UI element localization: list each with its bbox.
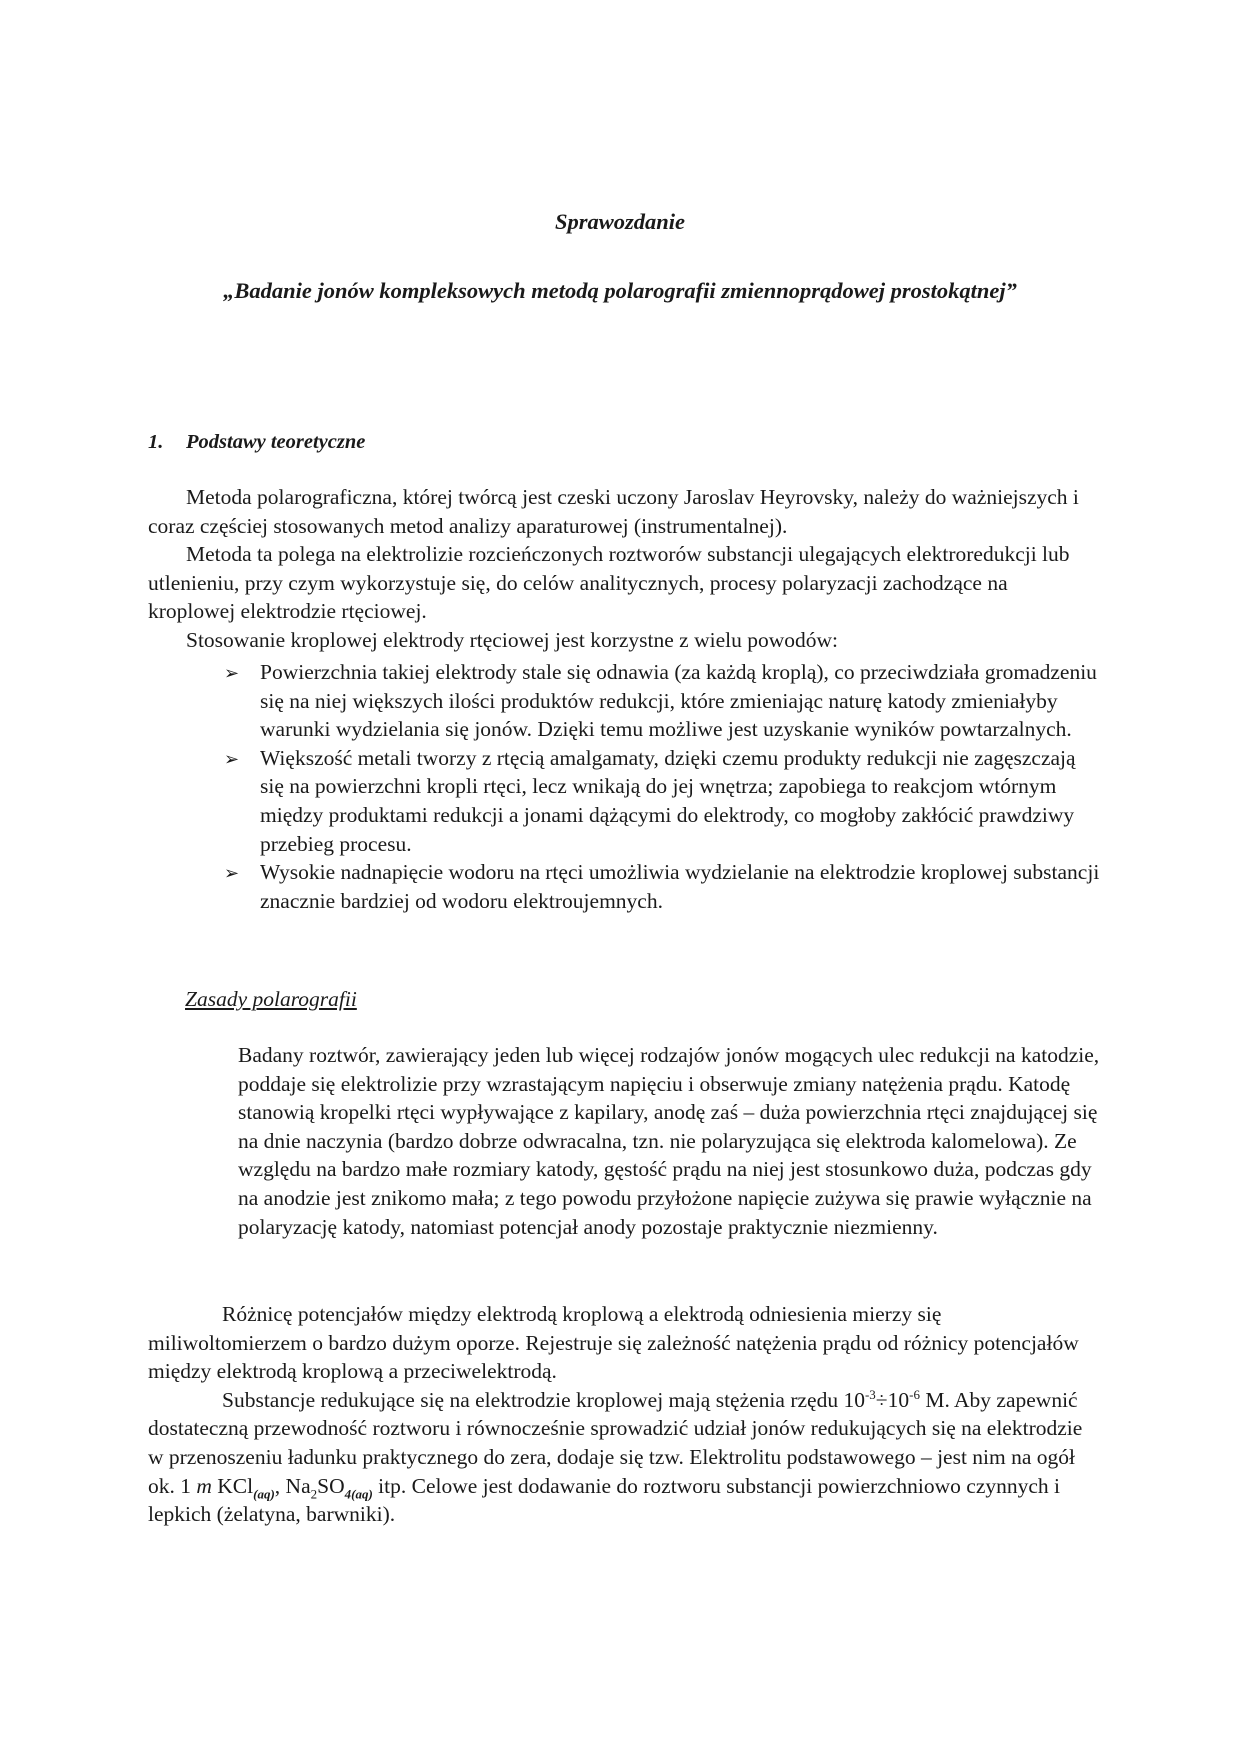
subscript: (aq): [253, 1485, 275, 1501]
advantages-list: [224, 658, 1104, 915]
section-title: Podstawy teoretyczne: [186, 431, 366, 453]
principles-continued: [148, 1300, 1098, 1529]
paragraph: Różnicę potencjałów między elektrodą kroplową a elektrodą odniesienia mierzy się miliwoltomierzem o bardzo dużym oporze. Rejestruje się zależność natężenia prądu od różnicy potencjałów między elektrodą kroplową a przeciwelektrodą.: [148, 1302, 1079, 1384]
section-number: 1.: [148, 431, 164, 453]
list-item-text: Wysokie nadnapięcie wodoru na rtęci umożliwia wydzielanie na elektrodzie kroplowej substancji znacznie bardziej od wodoru elektroujemnych.: [260, 860, 1100, 913]
molality-unit: m: [196, 1473, 212, 1498]
list-item: [224, 658, 1104, 744]
subscript: 4(aq): [344, 1485, 373, 1501]
paragraph-with-formulas: Substancje redukujące się na elektrodzie kroplowej mają stężenia rzędu $10^{-3}\div 10^{-6}$ M. Aby zapewnić dostateczną przewodność roztworu i równocześnie sprowadzić udział jonów redukujących się na elektrodzie w przenoszeniu ładunku praktycznego do zera, dodaje się tzw. Elektrolitu podstawowego – jest nim na ogół ok. 1 m KCl$_{(aq)}$, $Na_2SO_{4(aq)}$ itp. Celowe jest dodawanie do roztworu substancji powierzchniowo czynnych i lepkich (żelatyna, barwniki).: [148, 1386, 1083, 1527]
principles-paragraph: Badany roztwór, zawierający jeden lub więcej rodzajów jonów mogących ulec redukcji na katodzie, poddaje się elektrolizie przy wzrastającym napięciu i obserwuje zmiany natężenia prądu. Katodę stanowią kropelki rtęci wypływające z kapilary, anodę zaś – duża powierzchnia rtęci znajdującej się na dnie naczynia (bardzo dobrze odwracalna, tzn. nie polaryzująca się elektroda kalomelowa). Ze względu na bardzo małe rozmiary katody, gęstość prądu na niej jest stosunkowo duża, podczas gdy na anodzie jest znikomo mała; z tego powodu przyłożone napięcie zużywa się prawie wyłącznie na polaryzację katody, natomiast potencjał anody pozostaje praktycznie niezmienny.: [238, 1043, 1100, 1239]
exponent: -6: [909, 1386, 920, 1402]
list-item: [224, 744, 1104, 858]
list-item-text: Powierzchnia takiej elektrody stale się odnawia (za każdą kroplą), co przeciwdziała gromadzeniu się na niej większych ilości produktów redukcji, które zmieniając naturę katody zmieniałyby warunki wydzielania się jonów. Dzięki temu możliwe jest uzyskanie wyników powtarzalnych.: [260, 660, 1097, 742]
intro-paragraphs: [148, 483, 1098, 655]
list-item: [224, 858, 1104, 915]
arrow-bullet-icon: ➢: [224, 663, 240, 683]
subscript: 2: [310, 1485, 318, 1501]
arrow-bullet-icon: ➢: [224, 863, 240, 884]
document-subtitle: „Badanie jonów kompleksowych metodą polarografii zmiennoprądowej prostokątnej”: [223, 278, 1017, 303]
arrow-bullet-icon: ➢: [224, 748, 240, 769]
section-heading: [148, 428, 365, 456]
paragraph: Metoda ta polega na elektrolizie rozcieńczonych roztworów substancji ulegających elektroredukcji lub utlenieniu, przy czym wykorzystuje się, do celów analitycznych, procesy polaryzacji zachodzące na kroplowej elektrodzie rtęciowej.: [148, 542, 1070, 624]
paragraph: Metoda polarograficzna, której twórcą jest czeski uczony Jaroslav Heyrovsky, należy do ważniejszych i coraz częściej stosowanych metod analizy aparaturowej (instrumentalnej).: [148, 485, 1079, 538]
principles-heading: Zasady polarografii: [185, 987, 357, 1011]
list-item-text: Większość metali tworzy z rtęcią amalgamaty, dzięki czemu produkty redukcji nie zagęszczają się na powierzchni kropli rtęci, lecz wnikają do jej wnętrza; zapobiega to reakcjom wtórnym między produktami redukcji a jonami dążącymi do elektrody, co mogłoby zakłócić prawdziwy przebieg procesu.: [260, 745, 1076, 856]
exponent: -3: [864, 1386, 876, 1402]
document-title: Sprawozdanie: [554, 209, 686, 234]
paragraph: Stosowanie kroplowej elektrody rtęciowej jest korzystne z wielu powodów:: [186, 627, 839, 652]
